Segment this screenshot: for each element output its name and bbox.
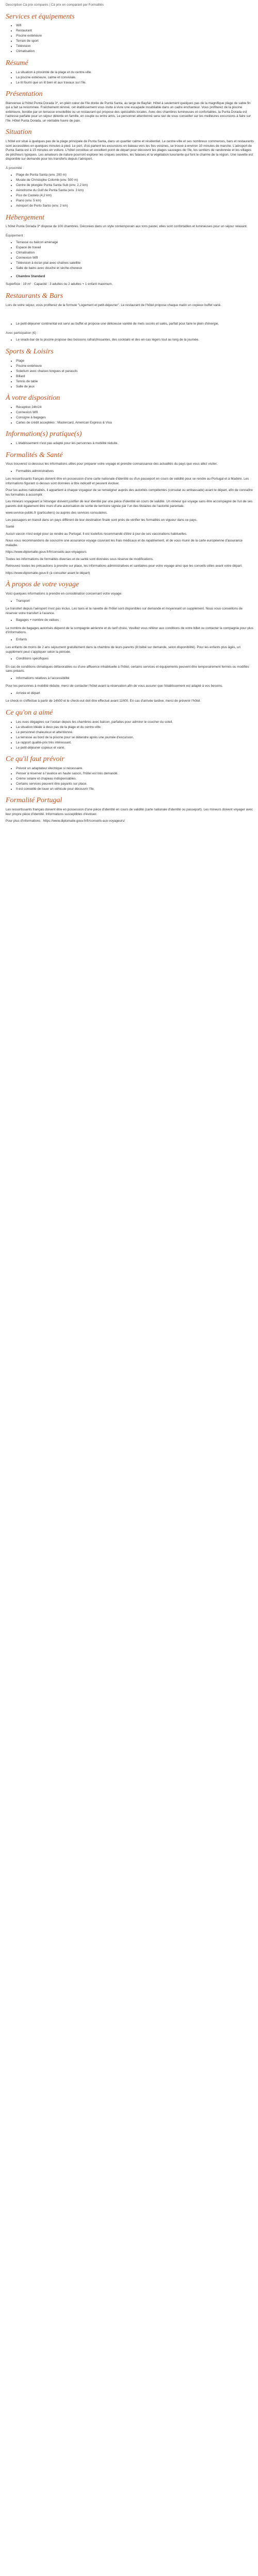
resume-item: • La piscine extérieure, calme et conviviale. (16, 76, 254, 80)
bagages-text: Le nombre de bagages autorisés dépend de la compagnie aérienne et du tarif choisi. Veuillez vous référer aux conditions de votre billet ou contacter la compagnie pour plus d'informations. (6, 626, 253, 635)
accessibility-text: Pour les personnes à mobilité réduite, merci de contacter l'hôtel avant la réservation afin de vous assurer que l'établissement est adapté à vos besoins. (6, 684, 223, 688)
sport-item: • Salle de jeux (16, 385, 254, 389)
admin-title: • Formalités administratives (16, 469, 254, 474)
resume-item: • Le lit fourni que un lit bien et aux travaux sur l'île. (16, 81, 254, 86)
situation-title: Situation (6, 128, 32, 137)
restaurant-item: • Le petit-déjeuner continental est servi au buffet et propose une délicieuse variété de mets sucrés et salés, parfait pour faire le plein d'énergie. (16, 322, 254, 327)
equipment-list (6, 241, 254, 271)
presentation-text: Bienvenue à l'hôtel Punta Dorada 3*, en plein cœur de l'île dorée de Punta Santa, au large de Bayfair. Hôtel à seulement quelques pas de la magnifique plage de sable fin qui a fait sa renommée. Fraîchement rénové, cet établissement vous invite à vivre une escapade inoubliable dans un cadre enchanteur. Vous profiterez de la piscine extérieure, bordée par un terrasse ensoleillée ou un restaurant qui propose des spécialités locales. Avec des chambres lumineuses et confortables, la Punta Dorada est l'adresse parfaite pour un séjour détente en famille, en couple ou entre amis. Le personnel attentionné sera ravi de vous conseiller sur les meilleures excursions à faire sur l'île. Hôtel Punta Dorada, un véritable havre de paix. (6, 101, 251, 123)
sports-title: Sports & Loisirs (6, 347, 54, 355)
situation-text: L'hôtel est situé à quelques pas de la plage principale de Punta Santa, dans un quartier calme et résidentiel. Le centre-ville et ses nombreux commerces, bars et restaurants sont accessibles en quelques minutes à pied. Le port, d'où partent les excursions en bateau vers les îles voisines, se trouve à environ 10 minutes de marche. L'aéroport de Punta Santa est à 15 minutes en voiture. L'hôtel constitue un excellent point de départ pour découvrir les plages sauvages de l'île, les sentiers de randonnée et les villages de pêcheurs typiques. Les amateurs de nature pourront explorer les criques secrètes, les falaises et la végétation luxuriante qui font le charme de la région. Une navette est disponible sur demande pour les transferts depuis l'aéroport. (6, 140, 254, 161)
accessibility-label: • Informations relatives à l'accessibilité (16, 676, 254, 681)
nearby-item: • Aéroport de Porto Santo (env. 2 km) (16, 204, 254, 209)
service-item: • Piscine extérieure (16, 34, 254, 39)
formalites-paragraph: Les passagers en transit dans un pays différent de leur destination finale sont priés de vérifier les formalités en vigueur dans ce pays. (6, 518, 198, 522)
liked-item: • La situation idéale à deux pas de la plage et du centre-ville. (16, 725, 254, 730)
formalites-intro: Vous trouverez ci-dessous les informations utiles pour préparer votre voyage et prendre connaissance des actualités du pays que vous allez visiter. (6, 462, 218, 466)
service-item: • Wifi (16, 24, 254, 28)
service-item: • Terrain de sport (16, 39, 254, 44)
formalites-paragraph: Pour les autres nationalités, il appartient à chaque voyageur de se renseigner auprès des autorités compétentes (consulat ou ambassade) avant le départ, afin de connaître les formalités à accomplir. (6, 488, 253, 497)
room-info: Superficie : 19 m² · Capacité : 3 adultes ou 2 adultes + 1 enfant maximum. (6, 282, 113, 286)
extra-item: • Le snack-bar de la piscine propose des boissons rafraîchissantes, des cocktails et des en-cas légers tout au long de la journée. (16, 338, 254, 343)
restaurants-list (6, 322, 254, 327)
intro-text: Description Cà prix comparés | Cà prix en comparant par Formalités (6, 3, 104, 7)
apropos-intro: Voici quelques informations à prendre en considération concernant votre voyage. (6, 592, 122, 596)
service-item: • Restaurant (16, 29, 254, 33)
prevoir-item: • Penser à réserver à l'avance en haute saison, l'hôtel est très demandé. (16, 772, 254, 776)
prevoir-item: • Il est conseillé de louer un véhicule pour découvrir l'île. (16, 787, 254, 792)
equipment-item: • Salle de bains avec douche et sèche-cheveux (16, 266, 254, 271)
nearby-item: • Plage de Punta Santa (env. 200 m) (16, 173, 254, 178)
restaurants-text: Lors de votre séjour, vous profiterez de la formule "Logement et petit-déjeuner". Le restaurant de l'hôtel propose chaque matin un copieux buffet varié. (6, 303, 221, 307)
liked-item: • La terrasse au bord de la piscine pour se détendre après une journée d'excursion. (16, 736, 254, 740)
services-title: Services et équipements (6, 12, 75, 21)
conditions-label: • Conditions spécifiques (16, 657, 254, 662)
prevoir-item: • Crème solaire et chapeau indispensables. (16, 777, 254, 782)
sport-item: • Plage (16, 359, 254, 364)
bagages-label: • Bagages + nombre de valises : (16, 618, 254, 623)
nearby-item: • Pico de Castelo (4,2 km) (16, 194, 254, 198)
apropos-title: À propos de votre voyage (6, 581, 79, 589)
formalites-paragraph: Les mineurs voyageant à l'étranger doivent justifier de leur identité par une pièce d'identité en cours de validité. Un mineur qui voyage sans être accompagné de l'un de ses parents doit également être muni d'une autorisation de sortie de territoire signée par l'un des titulaires de l'autorité parentale. (6, 500, 253, 508)
formalite-portugal-text: Les ressortissants français doivent être en possession d'une pièce d'identité en cours de validité (carte nationale d'identité ou passeport). Les mineurs doivent voyager avec leur propre pièce d'identité. Informations susceptibles d'évoluer. (6, 808, 253, 816)
disposition-item: • Connexion Wifi (16, 411, 254, 415)
disposition-item: • Consigne à bagages (16, 416, 254, 420)
sport-item: • Solarium avec chaises longues et parasols (16, 369, 254, 374)
equipment-item: • Espace de travail (16, 246, 254, 250)
prevoir-item: • Prévoir un adaptateur électrique si nécessaire. (16, 767, 254, 771)
sport-item: • Tennis de table (16, 380, 254, 384)
formalites-paragraph: Retrouvez toutes les précautions à prendre sur place, les informations administratives et sanitaires pour votre voyage ainsi que les conseils utiles avant votre départ. (6, 564, 243, 568)
sports-list (6, 359, 254, 389)
hebergement-text: L'hôtel Punta Dorada 3* dispose de 100 chambres. Décorées dans un style contemporain aux tons pastel, elles sont confortables et lumineuses pour un séjour relaxant. (6, 225, 248, 229)
disposition-item: • Cartes de crédit acceptées : Mastercard, American Express & Visa (16, 421, 254, 426)
prevoir-title: Ce qu'il faut prévoir (6, 755, 64, 764)
equipment-item: • Télévision à écran plat avec chaînes satellite (16, 261, 254, 266)
transport-label: • Transport (16, 599, 254, 604)
liked-item: • Les vues dégagées sur l'océan depuis les chambres avec balcon, parfaites pour admirer le coucher du soleil. (16, 720, 254, 725)
resume-title: Résumé (6, 59, 28, 67)
resume-item: • La situation à proximité de la plage et du centre-ville. (16, 71, 254, 75)
prevoir-list (6, 767, 254, 792)
nearby-list (6, 173, 254, 209)
room-type-list (6, 275, 254, 279)
nearby-item: • Musée de Christophe Colomb (env. 500 m) (16, 178, 254, 183)
sport-item: • Piscine extérieure (16, 364, 254, 369)
room-type: • Chambre Standard (16, 275, 254, 279)
equipment-item: • Terrasse ou balcon aménagé (16, 241, 254, 245)
restaurants-title: Restaurants & Bars (6, 292, 63, 300)
disposition-item: • Réception 24h/24 (16, 405, 254, 410)
formalites-paragraph: https://www.diplomatie.gouv.fr/fr/conseils-aux-voyageurs (6, 550, 87, 554)
equipment-title: Équipement : (6, 233, 25, 238)
liked-item: • Le rapport qualité-prix très intéressant. (16, 741, 254, 745)
formalites-paragraph: https://www.diplomatie.gouv.fr (à consulter avant le départ) (6, 571, 90, 575)
liked-item: • Le petit-déjeuner copieux et varié. (16, 746, 254, 751)
service-item: • Télévision (16, 44, 254, 49)
info-item: • L'établissement n'est pas adapté pour les personnes à mobilité réduite. (16, 442, 254, 446)
nearby-title: À proximité : (6, 166, 24, 170)
services-list (6, 24, 254, 54)
service-item: • Climatisation (16, 49, 254, 54)
formalites-paras (6, 477, 254, 575)
equipment-item: • Connexion Wifi (16, 256, 254, 261)
formalite-portugal-title: Formalité Portugal (6, 796, 62, 805)
formalites-title: Formalités & Santé (6, 451, 63, 459)
enfants-text: Les enfants de moins de 2 ans séjournent gratuitement dans la chambre de leurs parents (lit bébé sur demande, selon disponibilité). Pour les enfants plus âgés, un supplément peut s'appliquer selon la période. (6, 646, 241, 654)
resume-list (6, 71, 254, 86)
extra-title: Avec participation (€) : (6, 331, 38, 335)
liked-item: • Le personnel chaleureux et attentionné. (16, 731, 254, 735)
equipment-item: • Climatisation (16, 251, 254, 256)
enfants-label: • Enfants (16, 638, 254, 642)
formalites-paragraph: Toutes les informations de formalités diverses et de santé sont données sous réserve de modifications. (6, 557, 154, 561)
sport-item: • Billard (16, 375, 254, 379)
formalite-portugal-text2: Pour plus d'informations : https://www.diplomatie.gouv.fr/fr/conseils-aux-voyageurs/ (6, 819, 125, 823)
formalites-paragraph: Les ressortissants français doivent être en possession d'une carte nationale d'identité ou d'un passeport en cours de validité pour se rendre au Portugal et à Madère. Les informations figurant ci-dessus sont données à titre indicatif et peuvent évoluer. (6, 477, 249, 485)
transport-text: Le transfert depuis l'aéroport n'est pas inclus. Les taxis et la navette de l'hôtel sont disponibles sur demande et moyennant un supplément. Nous vous conseillons de réserver votre transfert à l'avance. (6, 607, 243, 615)
hebergement-title: Hébergement (6, 213, 44, 222)
conditions-text: En cas de conditions climatiques défavorables ou d'une affluence inhabituelle à l'hôtel, certains services et équipements peuvent être temporairement fermés ou modifiés sans préavis. (6, 665, 249, 673)
nearby-item: • Aérodrome du Golf de Punta Santa (env. 3 km) (16, 189, 254, 193)
nearby-item: • Piano (env. 5 km) (16, 199, 254, 204)
admin-list (6, 469, 254, 474)
aime-title: Ce qu'on a aimé (6, 708, 53, 717)
extra-list (6, 338, 254, 343)
disposition-list (6, 405, 254, 426)
infos-list (6, 442, 254, 446)
formalites-paragraph: www.service-public.fr (particuliers) ou auprès des services consulaires. (6, 511, 108, 515)
presentation-title: Présentation (6, 90, 43, 98)
arrival-label: • Arrivée et départ (16, 691, 254, 696)
prevoir-item: • Certains services peuvent être payants sur place. (16, 782, 254, 787)
aime-list (6, 720, 254, 751)
formalites-paragraph: Santé (6, 525, 14, 529)
formalites-paragraph: Nous vous recommandons de souscrire une assurance voyage couvrant les frais médicaux et de rapatriement, et de vous munir de la carte européenne d'assurance maladie. (6, 539, 243, 547)
nearby-item: • Centre de plongée Punta Santa Sub (env. 2,2 km) (16, 183, 254, 188)
formalites-paragraph: Aucun vaccin n'est exigé pour se rendre au Portugal. Il est toutefois recommandé d'être à jour de ses vaccinations habituelles. (6, 532, 187, 536)
page (0, 0, 258, 832)
disposition-title: À votre disposition (6, 394, 60, 402)
arrival-text: Le check-in s'effectue à partir de 14h00 et le check-out doit être effectué avant 11h00. En cas d'arrivée tardive, merci de prévenir l'hôtel. (6, 699, 201, 703)
infos-title: Information(s) pratique(s) (6, 430, 82, 438)
